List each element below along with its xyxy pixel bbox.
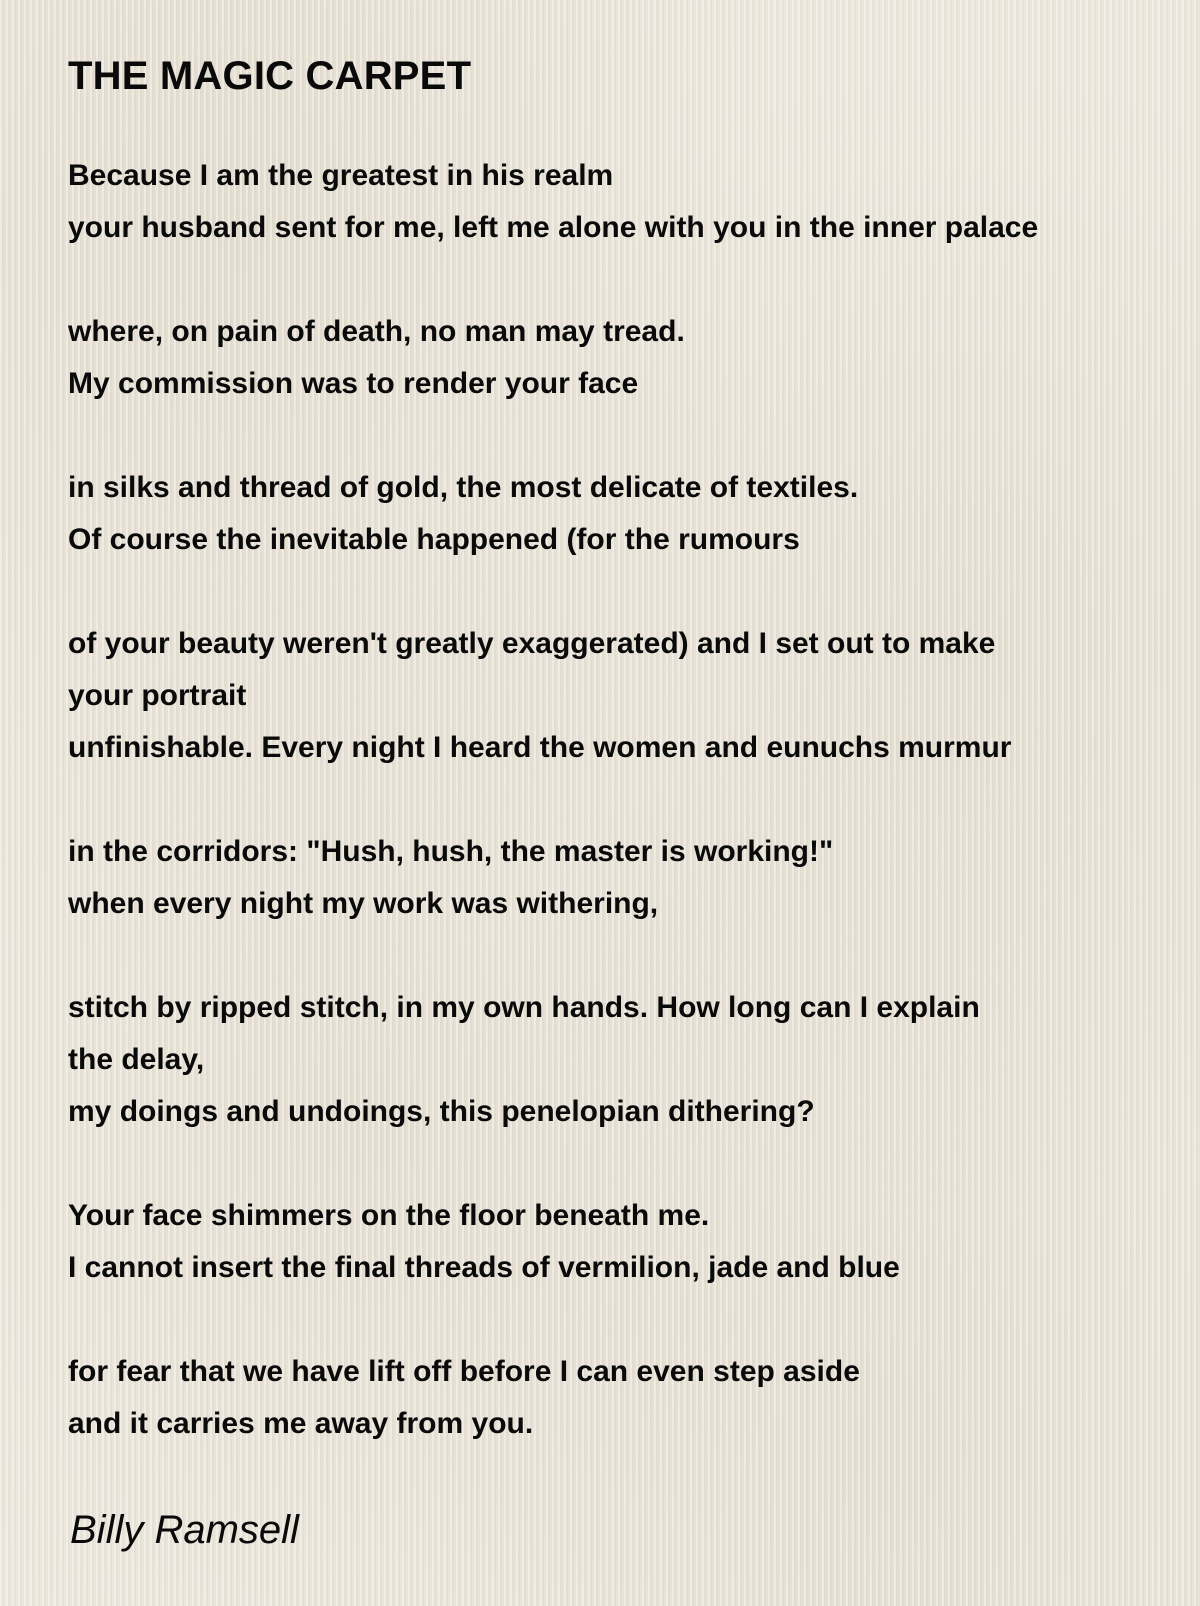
poem-line: when every night my work was withering, bbox=[68, 887, 659, 920]
poem-line: My commission was to render your face bbox=[68, 367, 639, 400]
poem-author: Billy Ramsell bbox=[70, 1508, 299, 1552]
poem-line: Of course the inevitable happened (for the rumours bbox=[68, 523, 800, 556]
poem-line: for fear that we have lift off before I can even step aside bbox=[68, 1355, 860, 1388]
poem-line: in the corridors: "Hush, hush, the master is working!" bbox=[68, 835, 834, 868]
stanza bbox=[68, 1190, 1168, 1294]
poem-line: I cannot insert the final threads of vermilion, jade and blue bbox=[68, 1251, 900, 1284]
poem-line: my doings and undoings, this penelopian dithering? bbox=[68, 1095, 815, 1128]
stanza bbox=[68, 462, 1168, 566]
poem-line: and it carries me away from you. bbox=[68, 1407, 534, 1440]
stanza bbox=[68, 150, 1168, 254]
stanza bbox=[68, 826, 1168, 930]
poem-line: stitch by ripped stitch, in my own hands. How long can I explain bbox=[68, 991, 980, 1024]
stanza bbox=[68, 982, 1168, 1138]
poem-line: where, on pain of death, no man may tread. bbox=[68, 315, 685, 348]
poem-line: your portrait bbox=[68, 679, 247, 712]
poem-line: Because I am the greatest in his realm bbox=[68, 159, 614, 192]
poem-line: the delay, bbox=[68, 1043, 205, 1076]
stanza bbox=[68, 306, 1168, 410]
poem-page bbox=[68, 52, 1168, 1502]
poem-line: Your face shimmers on the floor beneath me. bbox=[68, 1199, 710, 1232]
stanza bbox=[68, 1346, 1168, 1450]
poem-title: THE MAGIC CARPET bbox=[68, 54, 472, 98]
poem-body bbox=[68, 150, 1168, 1450]
poem-line: in silks and thread of gold, the most delicate of textiles. bbox=[68, 471, 859, 504]
poem-line: of your beauty weren't greatly exaggerated) and I set out to make bbox=[68, 627, 996, 660]
stanza bbox=[68, 618, 1168, 774]
poem-line: unfinishable. Every night I heard the women and eunuchs murmur bbox=[68, 731, 1012, 764]
poem-line: your husband sent for me, left me alone with you in the inner palace bbox=[68, 211, 1039, 244]
